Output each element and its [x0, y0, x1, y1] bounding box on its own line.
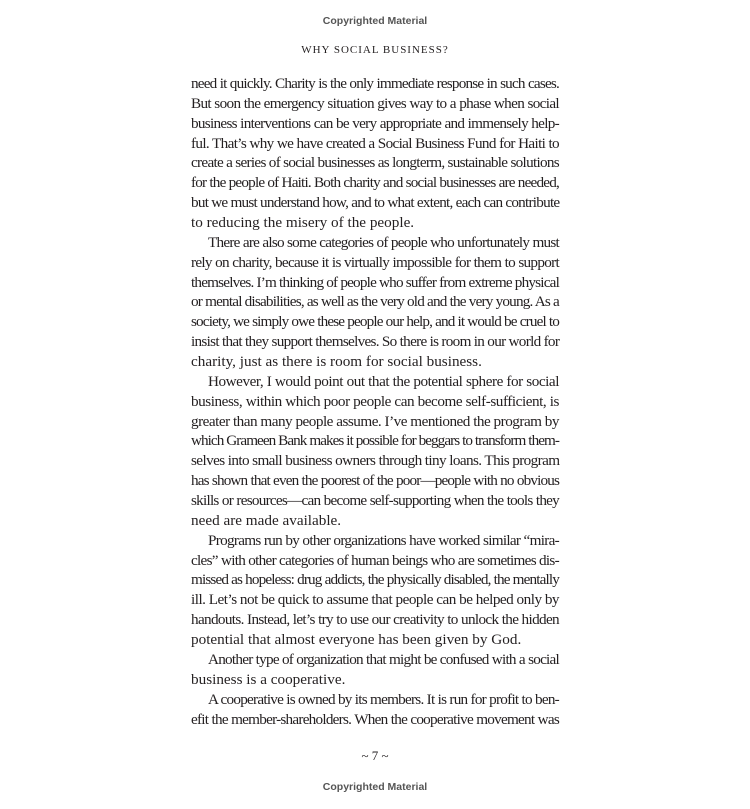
body-text — [191, 74, 559, 729]
text-line: handouts. Instead, let’s try to use our creativity to unlock the hidden — [191, 611, 559, 629]
text-line: There are also some categories of people who unfortunately must — [208, 233, 559, 251]
paragraph — [191, 690, 559, 730]
text-line: rely on charity, because it is virtually impossible for them to support — [191, 253, 559, 271]
text-line: business, within which poor people can become self-sufficient, is — [191, 392, 559, 410]
text-line: selves into small business owners through tiny loans. This program — [191, 452, 560, 470]
text-line: business interventions can be very appropriate and immensely help- — [191, 114, 559, 132]
text-line: create a series of social businesses as longterm, sustainable solutions — [191, 154, 559, 172]
text-line: efit the member-shareholders. When the cooperative movement was — [191, 710, 559, 728]
text-line: Another type of organization that might be confused with a social — [208, 650, 559, 668]
text-line: ful. That’s why we have created a Social Business Fund for Haiti to — [191, 134, 559, 152]
text-line: greater than many people assume. I’ve mentioned the program by — [191, 412, 559, 430]
text-line: Programs run by other organizations have worked similar “mira- — [208, 531, 559, 549]
text-line: need it quickly. Charity is the only immediate response in such cases. — [191, 75, 559, 92]
paragraph — [191, 233, 559, 372]
text-line: But soon the emergency situation gives way to a phase when social — [191, 94, 559, 112]
text-line: missed as hopeless: drug addicts, the physically disabled, the mentally — [191, 571, 559, 589]
text-line: has shown that even the poorest of the poor—people with no obvious — [191, 472, 559, 490]
paragraph — [191, 531, 559, 650]
text-line: A cooperative is owned by its members. It is run for profit to ben- — [208, 690, 559, 708]
text-line: ill. Let’s not be quick to assume that people can be helped only by — [191, 591, 560, 609]
text-line: society, we simply owe these people our help, and it would be cruel to — [191, 313, 559, 331]
text-line: which Grameen Bank makes it possible for beggars to transform them- — [191, 432, 559, 450]
text-line: potential that almost everyone has been given by God. — [191, 631, 522, 649]
text-line: insist that they support themselves. So there is room in our world for — [191, 333, 560, 351]
paragraph — [191, 650, 559, 690]
text-line: need are made available. — [191, 511, 342, 529]
text-line: However, I would point out that the potential sphere for social — [208, 372, 559, 390]
text-line: charity, just as there is room for social business. — [191, 353, 482, 371]
running-head: WHY SOCIAL BUSINESS? — [301, 44, 449, 56]
paragraph — [191, 372, 559, 531]
text-line: but we must understand how, and to what extent, each can contribute — [191, 194, 560, 212]
text-line: or mental disabilities, as well as the very old and the very young. As a — [191, 293, 559, 311]
text-line: skills or resources—can become self-supporting when the tools they — [191, 492, 559, 510]
text-line: cles” with other categories of human beings who are sometimes dis- — [191, 551, 559, 569]
copyright-watermark-bottom: Copyrighted Material — [322, 781, 428, 794]
paragraph — [191, 74, 559, 233]
page-number: ~ 7 ~ — [361, 748, 389, 764]
text-line: themselves. I’m thinking of people who suffer from extreme physical — [191, 273, 559, 291]
text-line: business is a cooperative. — [191, 670, 346, 688]
text-line: for the people of Haiti. Both charity and social businesses are needed, — [191, 174, 559, 192]
copyright-watermark-top: Copyrighted Material — [322, 15, 428, 27]
text-line: to reducing the misery of the people. — [191, 214, 415, 232]
